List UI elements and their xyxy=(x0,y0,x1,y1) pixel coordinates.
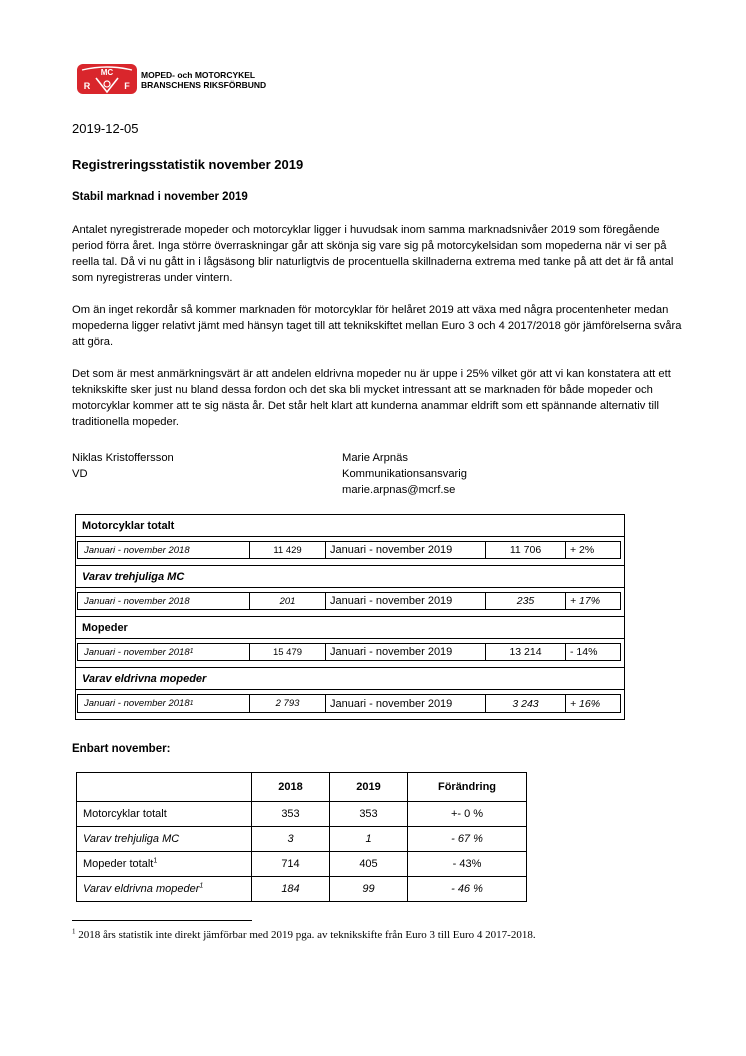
ytd-comparison-table xyxy=(75,514,625,720)
change: - 14% xyxy=(565,643,621,661)
row-label: Varav trehjuliga MC xyxy=(77,827,252,852)
change: - 67 % xyxy=(408,827,527,852)
value-2018: 714 xyxy=(252,852,330,877)
value-2019: 13 214 xyxy=(485,643,565,661)
period-2018: Januari - november 2018 xyxy=(77,541,249,559)
section-heading: Motorcyklar totalt xyxy=(76,515,624,537)
change: - 46 % xyxy=(408,877,527,902)
period-2018: Januari - november 2018 xyxy=(77,592,249,610)
table-row xyxy=(77,827,527,852)
footnote xyxy=(72,929,536,941)
signature-right-role: Kommunikationsansvarig xyxy=(342,468,467,480)
value-2019: 11 706 xyxy=(485,541,565,559)
value-2019: 99 xyxy=(330,877,408,902)
value-2018: 353 xyxy=(252,802,330,827)
signature-right-name: Marie Arpnäs xyxy=(342,452,408,464)
period-2019: Januari - november 2019 xyxy=(325,592,485,610)
footnote-mark: 1 xyxy=(72,927,76,936)
value-2019: 235 xyxy=(485,592,565,610)
footnote-mark: 1 xyxy=(199,882,204,890)
paragraph-2: Om än inget rekordår så kommer marknaden för motorcyklar för helåret 2019 att växa med några procentenheter medan mopederna ligger relativt jämt med hänsyn taget till att teknikskiftet mellan Euro 3 och 4 2017/2018 gör jämförelserna svåra att göra. xyxy=(72,304,682,348)
footnote-separator xyxy=(72,920,252,921)
value-2019: 353 xyxy=(330,802,408,827)
row-label: Varav eldrivna mopeder$^1$ xyxy=(77,877,252,902)
value-2018: 2 793 xyxy=(249,694,325,713)
period-2019: Januari - november 2019 xyxy=(325,643,485,661)
section-heading: Varav trehjuliga MC xyxy=(76,566,624,588)
signature-right xyxy=(342,450,467,498)
org-name-line2: BRANSCHENS RIKSFÖRBUND xyxy=(141,80,267,90)
row-label: Motorcyklar totalt xyxy=(77,802,252,827)
change: - 43% xyxy=(408,852,527,877)
table-row xyxy=(76,537,624,566)
row-label: Mopeder totalt$^1$ xyxy=(77,852,252,877)
value-2018: 201 xyxy=(249,592,325,610)
section-heading: Varav eldrivna mopeder xyxy=(76,668,624,690)
footnote-text: 2018 års statistik inte direkt jämförbar med 2019 pga. av teknikskifte från Euro 3 till Euro 4 2017-2018. xyxy=(75,929,536,941)
value-2019: 3 243 xyxy=(485,694,565,713)
november-table xyxy=(76,772,527,902)
document-subtitle: Stabil marknad i november 2019 xyxy=(72,191,248,203)
table-header-row xyxy=(77,773,527,802)
logo-mc: MC xyxy=(100,68,114,77)
logo-r: R xyxy=(83,81,91,91)
value-2019: 405 xyxy=(330,852,408,877)
value-2019: 1 xyxy=(330,827,408,852)
table-row xyxy=(76,690,624,719)
period-2018: Januari - november 2018 1 xyxy=(77,694,249,713)
period-2018: Januari - november 2018 1 xyxy=(77,643,249,661)
table-row xyxy=(76,588,624,617)
signature-left-name: Niklas Kristoffersson xyxy=(72,452,174,464)
period-2019: Januari - november 2019 xyxy=(325,694,485,713)
header-2019: 2019 xyxy=(330,773,408,802)
change: + 2% xyxy=(565,541,621,559)
org-name xyxy=(141,70,266,90)
value-2018: 184 xyxy=(252,877,330,902)
period-2019: Januari - november 2019 xyxy=(325,541,485,559)
value-2018: 15 479 xyxy=(249,643,325,661)
signature-right-email: marie.arpnas@mcrf.se xyxy=(342,484,456,496)
mcrf-logo xyxy=(76,62,138,96)
change: + 16% xyxy=(565,694,621,713)
change: +- 0 % xyxy=(408,802,527,827)
header-change: Förändring xyxy=(408,773,527,802)
logo-f: F xyxy=(124,81,130,91)
table-row xyxy=(77,802,527,827)
november-label: Enbart november: xyxy=(72,743,171,755)
paragraph-3: Det som är mest anmärkningsvärt är att andelen eldrivna mopeder nu är uppe i 25% vilket gör att vi kan konstatera att ett teknikskifte sker just nu bland dessa fordon och det ska bli mycket intressant att se marknaden för både mopeder och motorcyklar kommer att te sig nästa år. Det står helt klart att kunderna anammar eldrift som ett spännande alternativ till traditionella mopeder. xyxy=(72,368,671,428)
paragraph-1: Antalet nyregistrerade mopeder och motorcyklar ligger i huvudsak inom samma marknadsnivåer 2019 som föregående period förra året. Inga större överraskningar går att skönja sig vare sig på motorcykelsidan som mopederna när vi ser på reella tal. Då vi nu gått in i lågsäsong blir naturligtvis de procentuella skillnaderna extrema med tanke på att det är få antal som nyregistreras under vintern. xyxy=(72,224,674,284)
value-2018: 3 xyxy=(252,827,330,852)
footnote-mark: 1 xyxy=(153,857,158,865)
document-date: 2019-12-05 xyxy=(72,121,139,136)
value-2018: 11 429 xyxy=(249,541,325,559)
org-name-line1: MOPED- och MOTORCYKEL xyxy=(141,70,256,80)
header-2018: 2018 xyxy=(252,773,330,802)
table-row xyxy=(77,877,527,902)
section-heading: Mopeder xyxy=(76,617,624,639)
header-empty xyxy=(77,773,252,802)
signature-left xyxy=(72,450,174,482)
table-row xyxy=(77,852,527,877)
table-row xyxy=(76,639,624,668)
document-title: Registreringsstatistik november 2019 xyxy=(72,157,304,172)
signature-left-role: VD xyxy=(72,468,88,480)
change: + 17% xyxy=(565,592,621,610)
